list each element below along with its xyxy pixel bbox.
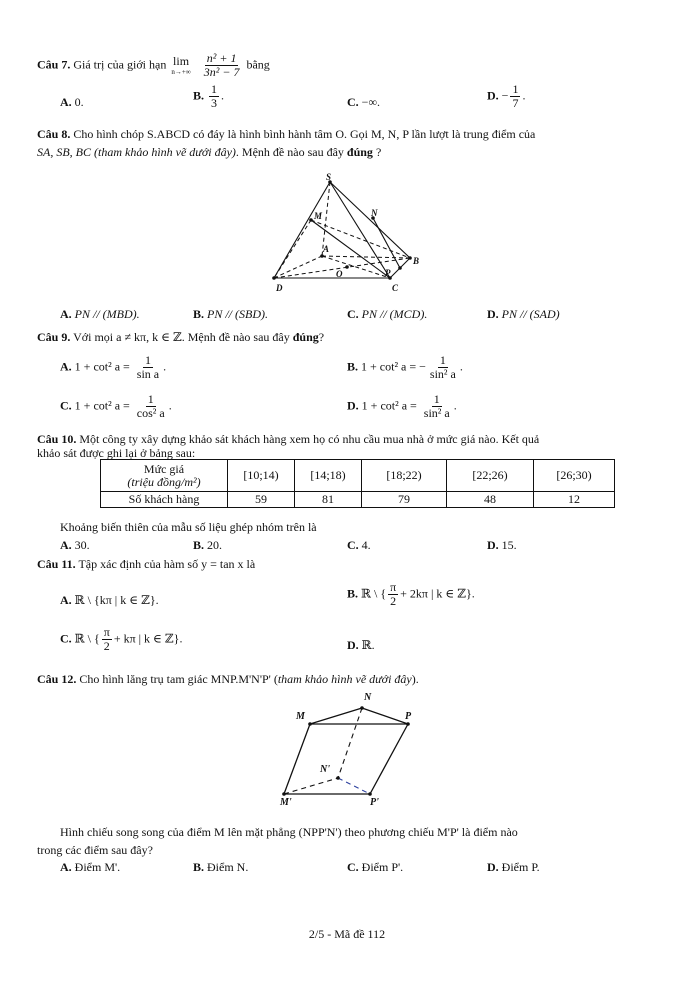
q8-option-b: B. PN // (SBD). xyxy=(193,307,269,321)
q10-stem-line2: khảo sát được ghi lại ở bảng sau: xyxy=(37,446,196,460)
q8-option-d: D. PN // (SAD) xyxy=(487,307,560,321)
label-o: O xyxy=(336,269,343,279)
q12-question-line2: trong các điểm sau đây? xyxy=(37,843,153,857)
q10-option-d: D. 15. xyxy=(487,538,517,552)
page-footer: 2/5 - Mã đề 112 xyxy=(308,927,386,941)
label-n-prime: N' xyxy=(320,764,330,775)
pyramid-figure xyxy=(260,170,430,295)
label-p: P xyxy=(385,268,391,278)
q10-option-b: B. 20. xyxy=(193,538,223,552)
limit-fraction: $\frac{\text{n² + 1}}{\text{3n² − 7}}$ xyxy=(203,51,240,79)
table-header-price: Mức giá (triệu đồng/m²) xyxy=(101,460,228,492)
table-cell: 81 xyxy=(295,492,362,508)
table-cell: [10;14) xyxy=(228,460,295,492)
q7-option-d: D. − $\frac{1}{7}$ . xyxy=(487,82,526,110)
q7-stem: Câu 7. Giá trị của giới hạn lim n→+∞ $\frac{\text{n² + 1}}{\text{3n² − 7}}$ bằng xyxy=(37,51,270,79)
label-n: N xyxy=(364,692,372,703)
q12-option-d: D. Điểm P. xyxy=(487,860,540,874)
label-s: S xyxy=(326,172,332,182)
q8-stem-line1: Câu 8. Cho hình chóp S.ABCD có đáy là hình bình hành tâm O. Gọi M, N, P lần lượt là trung điểm của xyxy=(37,127,536,141)
q8-option-c: C. PN // (MCD). xyxy=(347,307,428,321)
q10-stem-line1: Câu 10. Một công ty xây dựng khảo sát khách hàng xem họ có nhu cầu mua nhà ở mức giá nào. Kết quả xyxy=(37,432,540,446)
q9-option-a: A. 1 + cot² a = $\frac{1}{\text{sin a}}$ . xyxy=(60,353,167,381)
q11-option-b: B. ℝ \ { $\frac{\pi}{2}$ + 2kπ | k ∈ ℤ}. xyxy=(347,580,475,608)
label-a: A xyxy=(323,244,330,254)
table-header-customers: Số khách hàng xyxy=(101,492,228,508)
label-d: D xyxy=(276,283,283,293)
q9-option-c: C. 1 + cot² a = $\frac{1}{\text{cos² a}}$ . xyxy=(60,392,172,420)
limit-operator: lim n→+∞ xyxy=(171,54,191,76)
q9-stem: Câu 9. Với mọi a ≠ kπ, k ∈ ℤ. Mệnh đề nào sau đây đúng? xyxy=(37,330,325,344)
q12-question-line1: Hình chiếu song song của điểm M lên mặt phẳng (NPP'N') theo phương chiếu M'P' là điểm nào xyxy=(60,825,518,839)
q11-option-d: D. ℝ. xyxy=(347,638,375,652)
table-cell: [18;22) xyxy=(362,460,447,492)
q7-option-b: B. $\frac{1}{3}$ . xyxy=(193,82,225,110)
q10-option-a: A. 30. xyxy=(60,538,90,552)
label-b: B xyxy=(413,256,420,266)
q12-option-b: B. Điểm N. xyxy=(193,860,249,874)
q11-option-c: C. ℝ \ { $\frac{\pi}{2}$ + kπ | k ∈ ℤ}. xyxy=(60,625,183,653)
label-m: M xyxy=(296,711,305,722)
table-cell: [22;26) xyxy=(447,460,534,492)
q8-stem-line2: SA, SB, BC (tham khảo hình vẽ dưới đây). Mệnh đề nào sau đây đúng ? xyxy=(37,145,382,159)
table-cell: [26;30) xyxy=(534,460,615,492)
q7-option-c: C. −∞. xyxy=(347,95,380,109)
label-p: P xyxy=(405,711,412,722)
q9-option-b: B. 1 + cot² a = − $\frac{1}{\text{sin² a}}$ . xyxy=(347,353,463,381)
q9-option-d: D. 1 + cot² a = $\frac{1}{\text{sin² a}}$ . xyxy=(347,392,457,420)
label-m: M xyxy=(314,211,323,221)
table-cell: [14;18) xyxy=(295,460,362,492)
table-cell: 59 xyxy=(228,492,295,508)
prism-figure xyxy=(270,690,420,815)
q10-option-c: C. 4. xyxy=(347,538,371,552)
q7-option-a: A. 0. xyxy=(60,95,84,109)
q10-question: Khoảng biến thiên của mẫu số liệu ghép nhóm trên là xyxy=(60,520,317,534)
q8-option-a: A. PN // (MBD). xyxy=(60,307,140,321)
q12-option-a: A. Điểm M'. xyxy=(60,860,121,874)
q11-option-a: A. ℝ \ {kπ | k ∈ ℤ}. xyxy=(60,593,159,607)
table-cell: 12 xyxy=(534,492,615,508)
q12-option-c: C. Điểm P'. xyxy=(347,860,404,874)
label-n: N xyxy=(371,208,378,218)
label-c: C xyxy=(392,283,399,293)
q12-stem: Câu 12. Cho hình lăng trụ tam giác MNP.M'N'P' (tham khảo hình vẽ dưới đây). xyxy=(37,672,419,686)
table-cell: 79 xyxy=(362,492,447,508)
label-m-prime: M' xyxy=(280,797,292,808)
price-table xyxy=(100,459,615,508)
q11-stem: Câu 11. Tập xác định của hàm số y = tan x là xyxy=(37,557,256,571)
label-p-prime: P' xyxy=(370,797,379,808)
table-cell: 48 xyxy=(447,492,534,508)
